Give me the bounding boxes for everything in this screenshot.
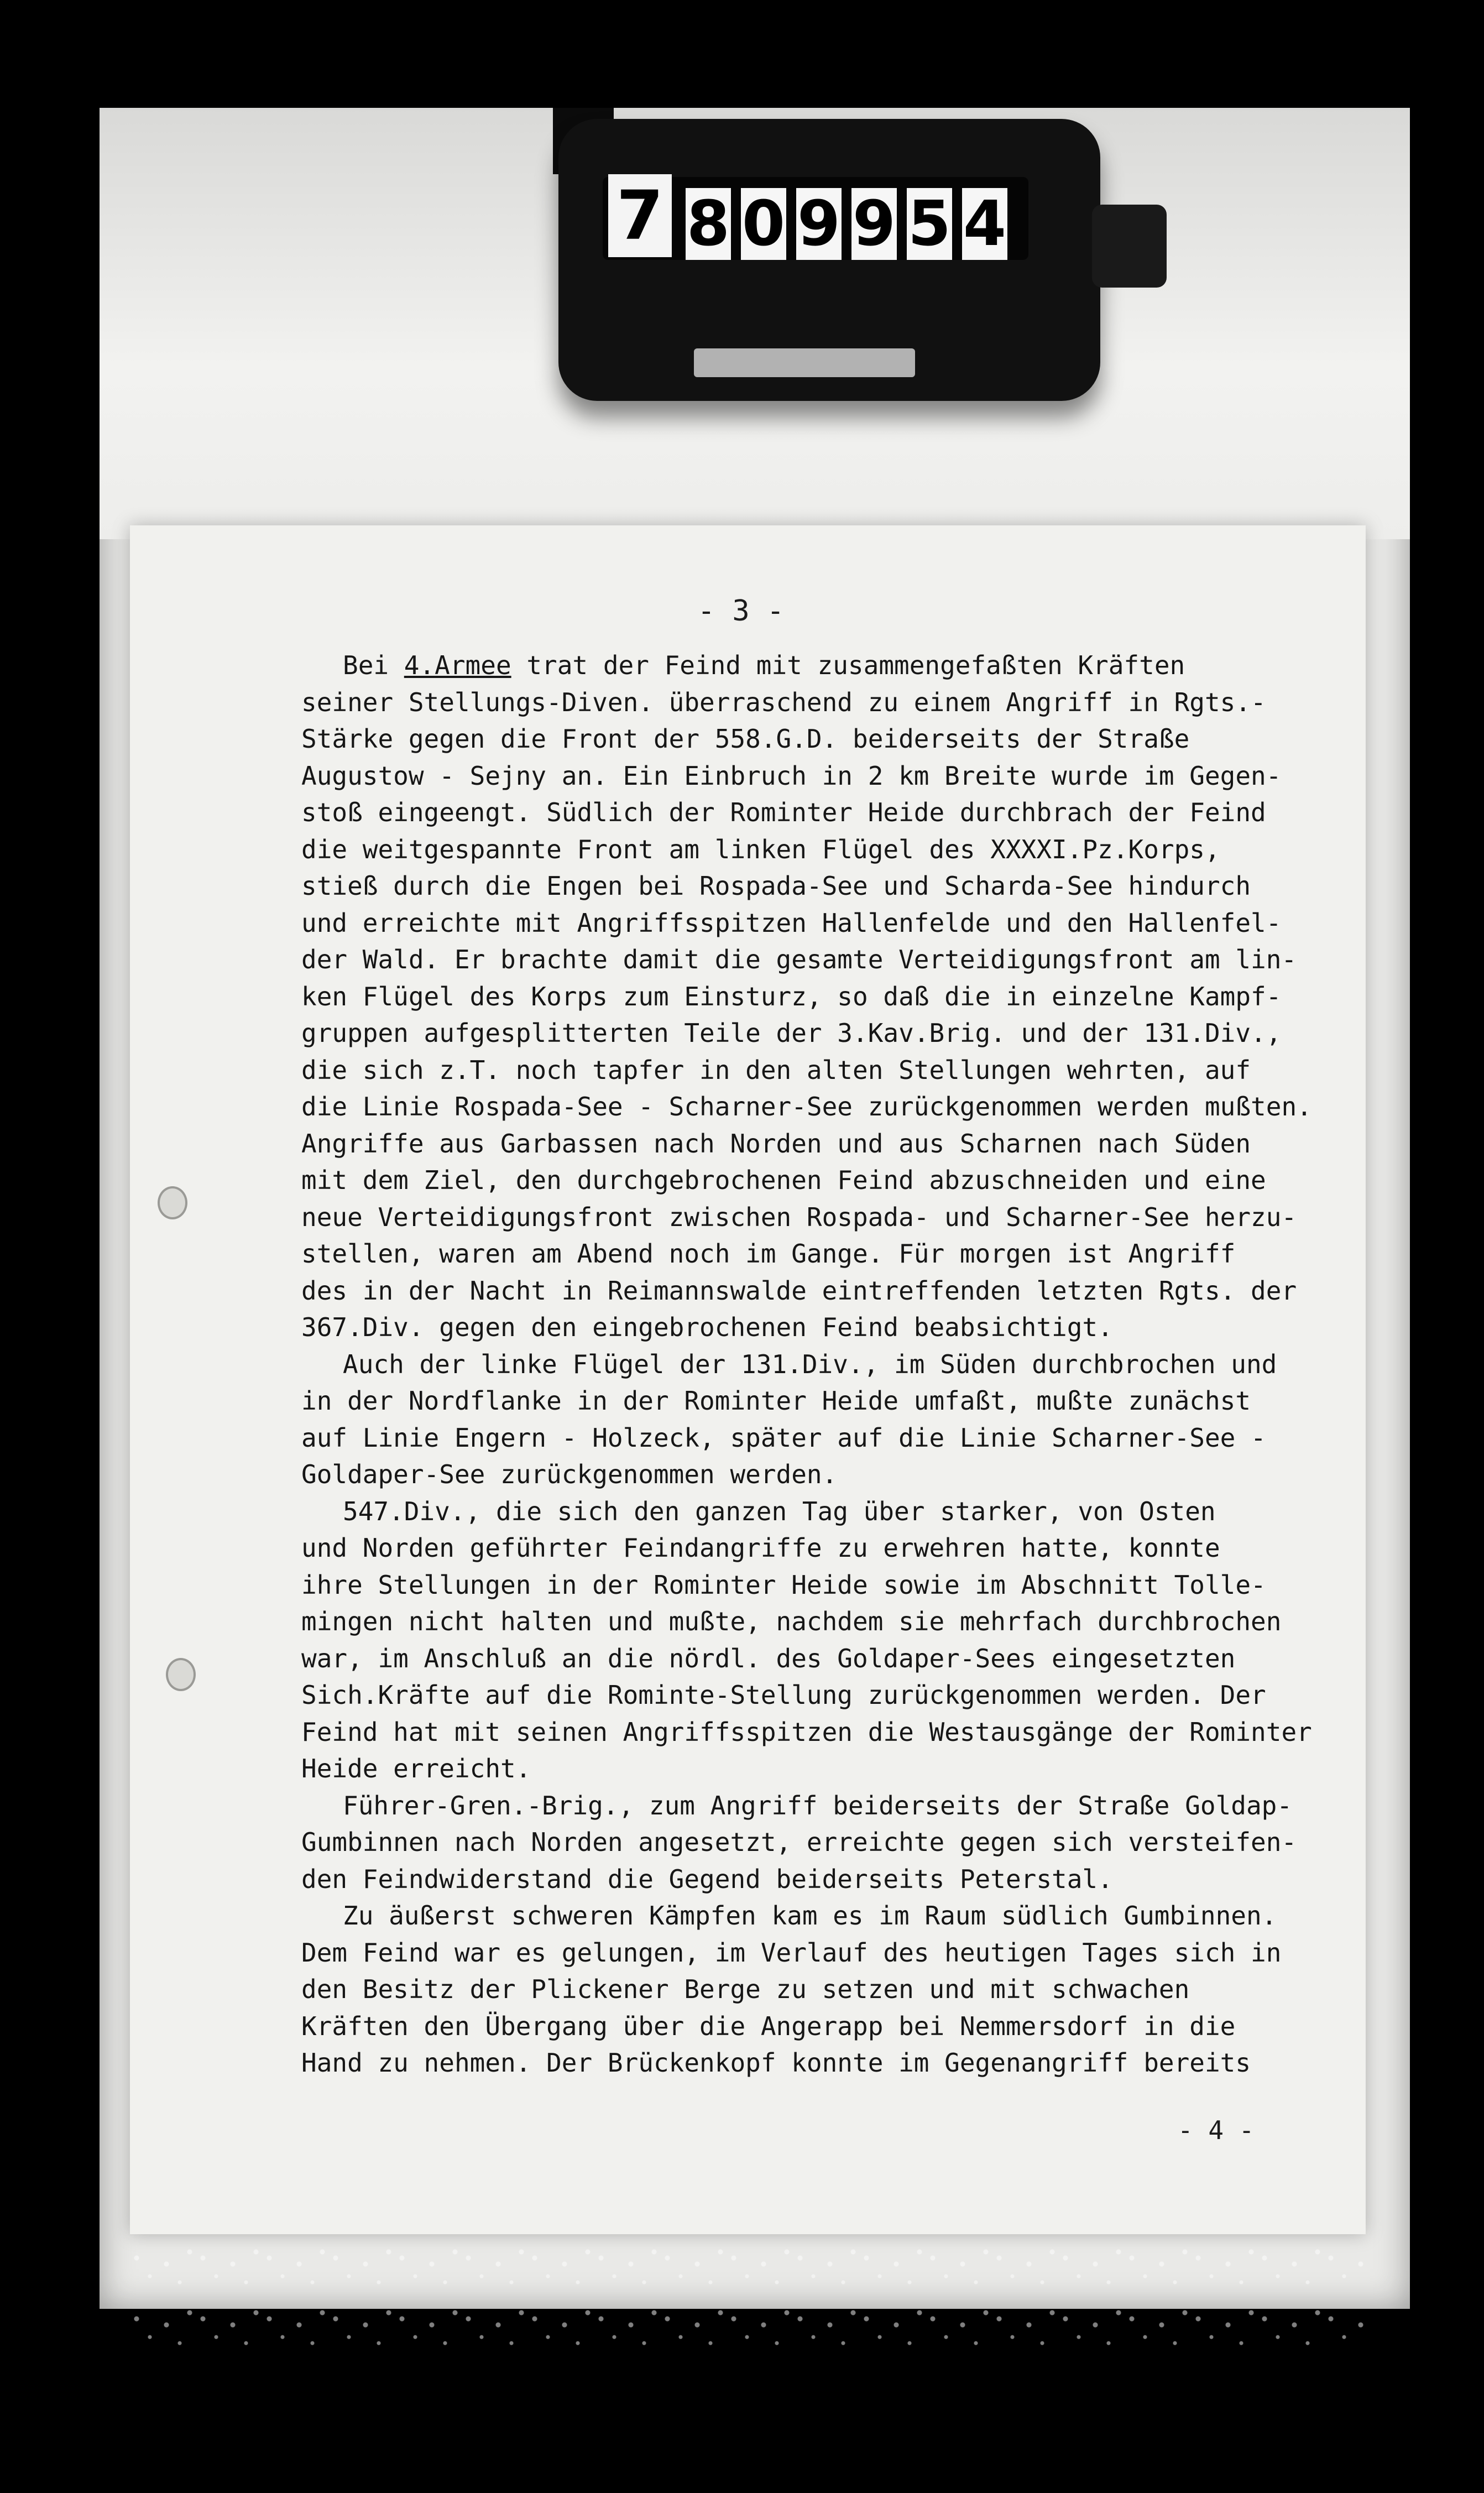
text-line: Dem Feind war es gelungen, im Verlauf des heutigen Tages sich in: [301, 1937, 1282, 1968]
text-line: die Linie Rospada-See - Scharner-See zurückgenommen werden mußten.: [301, 1092, 1312, 1122]
punch-hole: [166, 1658, 196, 1691]
text-line: Sich.Kräfte auf die Rominte-Stellung zurückgenommen werden. Der: [301, 1680, 1266, 1710]
text-line: stieß durch die Engen bei Rospada-See und Scharda-See hindurch: [301, 871, 1251, 901]
counter-digit: 0: [741, 188, 786, 260]
text-line: und erreichte mit Angriffsspitzen Hallenfelde und den Hallenfel-: [301, 908, 1282, 938]
text-line: Stärke gegen die Front der 558.G.D. beiderseits der Straße: [301, 724, 1190, 754]
counter-digit: 8: [686, 188, 731, 260]
text-line: Kräften den Übergang über die Angerapp bei Nemmersdorf in die: [301, 2011, 1236, 2041]
counter-nameplate: [694, 348, 915, 377]
counter-digit: 4: [962, 188, 1007, 260]
counter-digit: 9: [851, 188, 897, 260]
film-border: [0, 2422, 1484, 2493]
text-line: stoß eingeengt. Südlich der Rominter Heide durchbrach der Feind: [301, 797, 1266, 827]
text-line: neue Verteidigungsfront zwischen Rospada- und Scharner-See herzu-: [301, 1202, 1297, 1232]
text-line: seiner Stellungs-Diven. überraschend zu einem Angriff in Rgts.-: [301, 687, 1266, 717]
text-line: mit dem Ziel, den durchgebrochenen Feind abzuschneiden und eine: [301, 1165, 1266, 1195]
punch-hole: [158, 1186, 187, 1219]
counter-knob: [1092, 205, 1167, 288]
catchword: - 4 -: [1178, 2115, 1255, 2145]
film-speckles: [130, 2240, 1366, 2361]
text-line: 547.Div., die sich den ganzen Tag über starker, von Osten: [343, 1496, 1216, 1526]
text-line: ken Flügel des Korps zum Einsturz, so daß die in einzelne Kampf-: [301, 981, 1282, 1011]
text-line: den Feindwiderstand die Gegend beiderseits Peterstal.: [301, 1864, 1113, 1894]
text-line: mingen nicht halten und mußte, nachdem sie mehrfach durchbrochen: [301, 1607, 1282, 1636]
text-line: die weitgespannte Front am linken Flügel des XXXXI.Pz.Korps,: [301, 834, 1220, 864]
text-line: Heide erreicht.: [301, 1754, 531, 1783]
text-line: Angriffe aus Garbassen nach Norden und aus Scharnen nach Süden: [301, 1128, 1251, 1159]
text-line: die sich z.T. noch tapfer in den alten Stellungen wehrten, auf: [301, 1055, 1251, 1085]
text-line: und Norden geführter Feindangriffe zu erwehren hatte, konnte: [301, 1533, 1220, 1563]
page-number: - 3 -: [697, 594, 785, 628]
counter-digit: 5: [907, 188, 952, 260]
text-line: Gumbinnen nach Norden angesetzt, erreichte gegen sich versteifen-: [301, 1827, 1297, 1857]
text-line: Goldaper-See zurückgenommen werden.: [301, 1459, 838, 1489]
text-line: Bei 4.Armee trat der Feind mit zusammengefaßten Kräften: [343, 650, 1185, 680]
text-line: Augustow - Sejny an. Ein Einbruch in 2 km Breite wurde im Gegen-: [301, 760, 1282, 791]
document-body: [301, 647, 1335, 2082]
text-line: Auch der linke Flügel der 131.Div., im Süden durchbrochen und: [343, 1349, 1277, 1379]
text-line: 367.Div. gegen den eingebrochenen Feind beabsichtigt.: [301, 1312, 1113, 1342]
text-line: Zu äußerst schweren Kämpfen kam es im Raum südlich Gumbinnen.: [343, 1901, 1277, 1931]
text-line: Führer-Gren.-Brig., zum Angriff beiderseits der Straße Goldap-: [343, 1790, 1293, 1821]
counter-digit: 9: [796, 188, 842, 260]
text-line: des in der Nacht in Reimannswalde eintreffenden letzten Rgts. der: [301, 1275, 1297, 1306]
underlined-unit: 4.Armee: [404, 650, 511, 680]
text-line: Hand zu nehmen. Der Brückenkopf konnte im Gegenangriff bereits: [301, 2048, 1251, 2078]
text-line: in der Nordflanke in der Rominter Heide umfaßt, mußte zunächst: [301, 1386, 1251, 1416]
text-line: war, im Anschluß an die nördl. des Goldaper-Sees eingesetzten: [301, 1643, 1236, 1673]
text-line: den Besitz der Plickener Berge zu setzen und mit schwachen: [301, 1974, 1190, 2004]
text-line: stellen, waren am Abend noch im Gange. Für morgen ist Angriff: [301, 1239, 1236, 1269]
text-line: der Wald. Er brachte damit die gesamte Verteidigungsfront am lin-: [301, 945, 1297, 974]
text-line: gruppen aufgesplitterten Teile der 3.Kav.Brig. und der 131.Div.,: [301, 1018, 1282, 1048]
counter-prefix: 7: [608, 174, 672, 257]
text-line: auf Linie Engern - Holzeck, später auf die Linie Scharner-See -: [301, 1422, 1266, 1453]
text-line: Feind hat mit seinen Angriffsspitzen die Westausgänge der Rominter: [301, 1717, 1312, 1747]
text-line: ihre Stellungen in der Rominter Heide sowie im Abschnitt Tolle-: [301, 1569, 1266, 1600]
